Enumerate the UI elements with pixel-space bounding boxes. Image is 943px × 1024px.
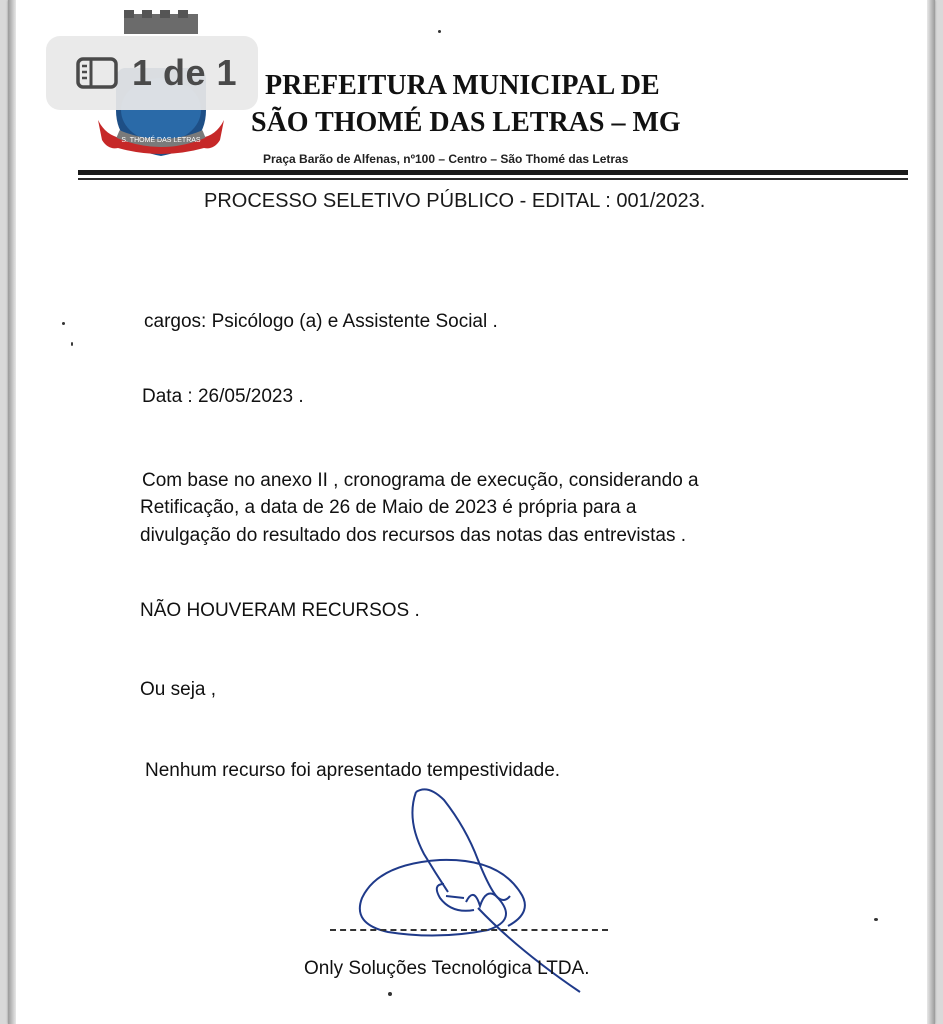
page-indicator-label: 1 de 1 bbox=[132, 52, 238, 93]
scan-speck bbox=[438, 30, 441, 33]
document-page bbox=[8, 0, 935, 1024]
header-divider-thick bbox=[78, 170, 908, 175]
paragraph-line-3: divulgação do resultado dos recursos das notas das entrevistas . bbox=[140, 525, 687, 546]
page-title-line1: PREFEITURA MUNICIPAL DE bbox=[265, 70, 660, 101]
cargos-line: cargos: Psicólogo (a) e Assistente Social . bbox=[144, 311, 498, 332]
page-title-line2: SÃO THOMÉ DAS LETRAS – MG bbox=[251, 107, 681, 138]
no-appeals-line: NÃO HOUVERAM RECURSOS . bbox=[140, 600, 420, 621]
no-appeal-statement: Nenhum recurso foi apresentado tempestividade. bbox=[145, 760, 561, 781]
scan-speck bbox=[388, 992, 392, 996]
page-right-edge bbox=[927, 0, 935, 1024]
company-name: Only Soluções Tecnológica LTDA. bbox=[304, 958, 590, 979]
paragraph-line-1: Com base no anexo II , cronograma de execução, considerando a bbox=[142, 470, 699, 491]
sidebar-panel-icon bbox=[76, 57, 118, 89]
scan-speck bbox=[874, 918, 878, 921]
ou-seja-line: Ou seja , bbox=[140, 679, 217, 700]
page-indicator[interactable] bbox=[46, 36, 258, 110]
scan-speck bbox=[62, 322, 65, 325]
scan-speck bbox=[71, 342, 73, 346]
edital-heading: PROCESSO SELETIVO PÚBLICO - EDITAL : 001/2023. bbox=[204, 190, 706, 212]
signature-line bbox=[330, 929, 608, 931]
page-left-edge bbox=[8, 0, 16, 1024]
crest-ribbon-text: S. THOMÉ DAS LETRAS bbox=[121, 137, 201, 144]
header-address: Praça Barão de Alfenas, nº100 – Centro – São Thomé das Letras bbox=[263, 152, 629, 166]
date-line: Data : 26/05/2023 . bbox=[142, 386, 304, 407]
header-divider-thin bbox=[78, 178, 908, 180]
paragraph-line-2: Retificação, a data de 26 de Maio de 2023 é própria para a bbox=[140, 497, 637, 518]
